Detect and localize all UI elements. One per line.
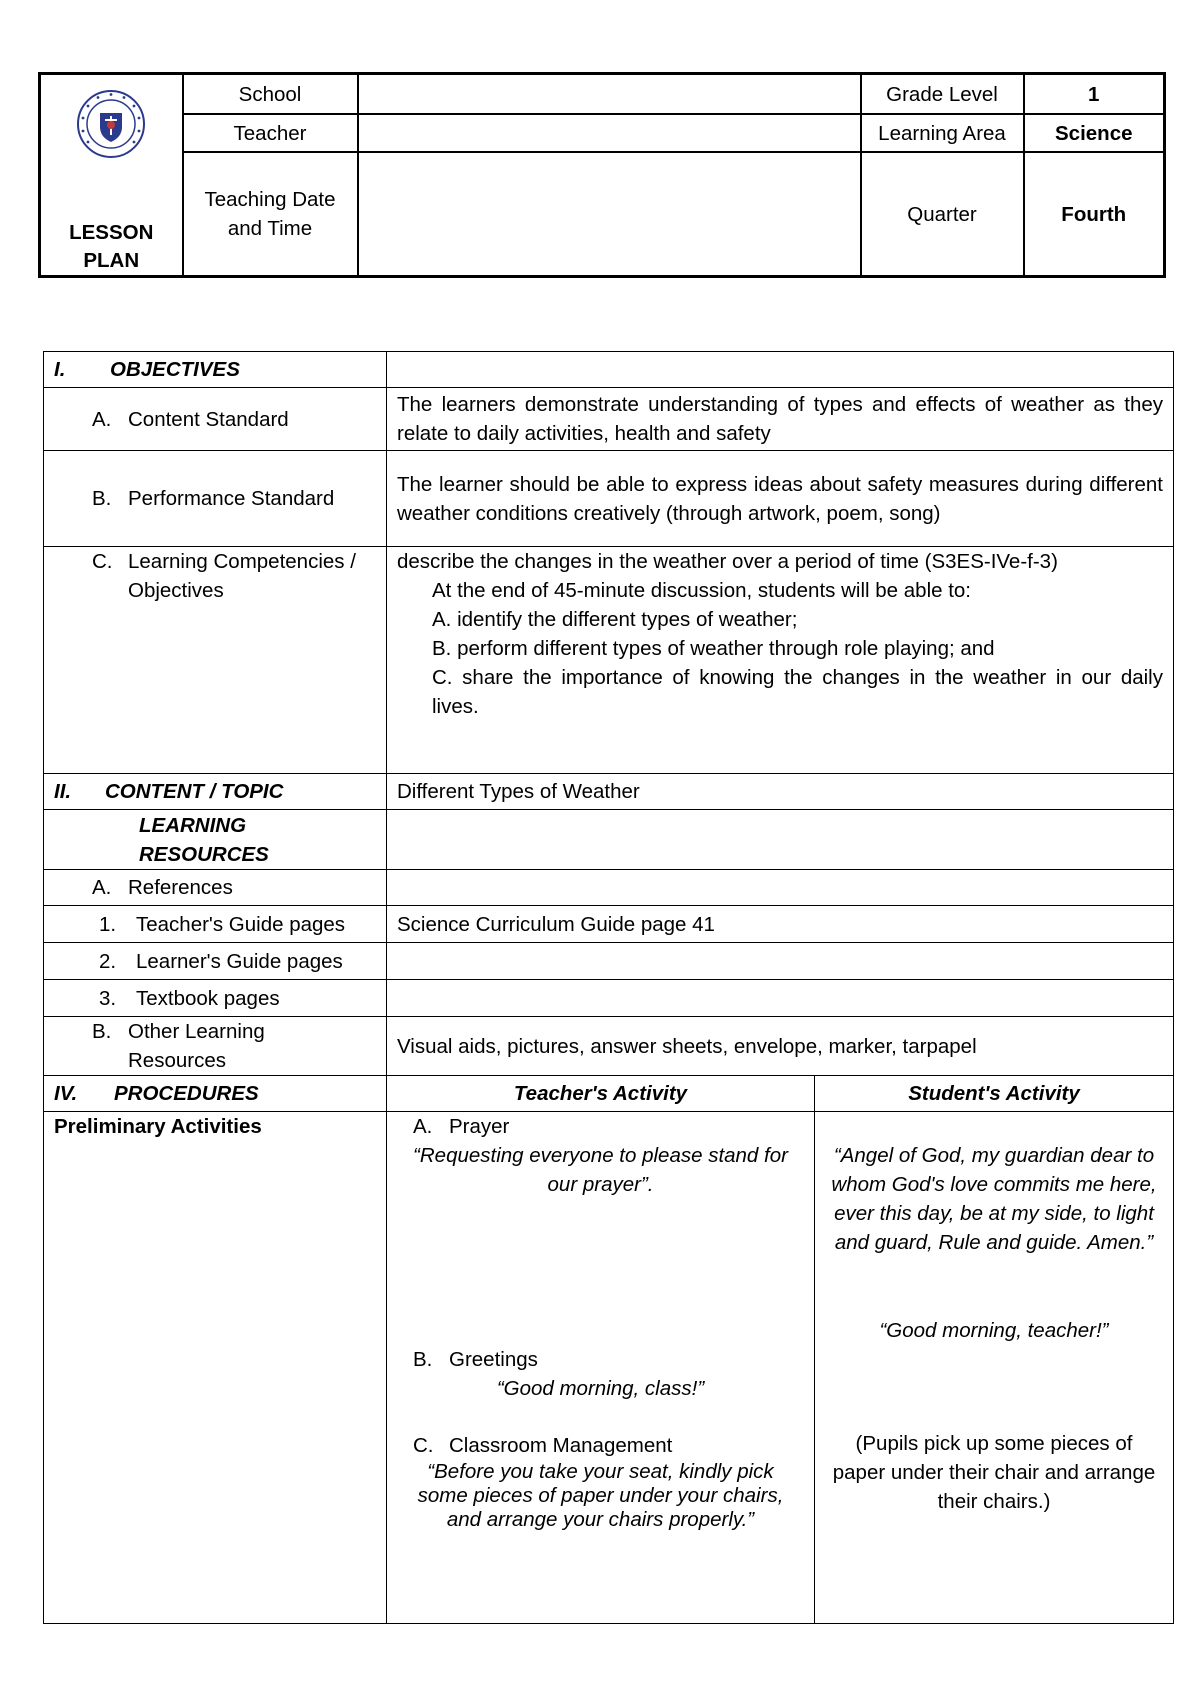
- greetings-teacher-line: “Good morning, class!”: [496, 1377, 705, 1400]
- objective-item: B. perform different types of weather through role playing; and: [432, 637, 995, 660]
- classroom-management-title: C. Classroom Management: [413, 1434, 673, 1457]
- learning-resources-value: [387, 810, 1174, 870]
- content-standard-text: The learners demonstrate understanding of types and effects of weather as they relate to daily activities, health and safety: [387, 388, 1174, 451]
- quarter-label: Quarter: [861, 152, 1024, 276]
- teaching-date-field[interactable]: [358, 152, 861, 276]
- teacher-activity-header: Teacher's Activity: [387, 1076, 815, 1112]
- objectives-heading: I. OBJECTIVES: [44, 352, 387, 388]
- learning-resources-heading: LEARNING RESOURCES: [44, 810, 387, 870]
- school-label: School: [183, 74, 358, 115]
- objectives-heading-value: [387, 352, 1174, 388]
- teacher-field[interactable]: [358, 114, 861, 152]
- learning-area-value: Science: [1024, 114, 1165, 152]
- lesson-plan-header: [38, 72, 1166, 278]
- performance-standard-text: The learner should be able to express ideas about safety measures during different weather conditions creatively (through artwork, poem, song): [387, 451, 1174, 547]
- classroom-management-student-response: (Pupils pick up some pieces of paper under their chair and arrange their chairs.): [832, 1432, 1156, 1513]
- teaching-date-label: Teaching Date and Time: [183, 152, 358, 276]
- content-standard-label: A. Content Standard: [44, 388, 387, 451]
- grade-level-label: Grade Level: [861, 74, 1024, 115]
- performance-standard-label: B. Performance Standard: [44, 451, 387, 547]
- lesson-plan-title: LESSON PLAN: [69, 221, 154, 272]
- objective-item: A. identify the different types of weather;: [432, 608, 798, 631]
- references-label: A. References: [44, 870, 387, 906]
- learning-competencies-text: describe the changes in the weather over a period of time (S3ES-IVe-f-3): [397, 550, 1058, 573]
- other-resources-label: B. Other Learning Resources: [44, 1017, 387, 1076]
- preliminary-activities-label: Preliminary Activities: [44, 1112, 387, 1624]
- teachers-guide-label: 1. Teacher's Guide pages: [44, 906, 387, 943]
- procedures-heading: IV. PROCEDURES: [44, 1076, 387, 1112]
- header-logo-cell: [40, 74, 183, 277]
- classroom-management-teacher-line: “Before you take your seat, kindly pick some pieces of paper under your chairs, and arrange your chairs properly.”: [417, 1460, 784, 1531]
- objectives-intro: At the end of 45-minute discussion, students will be able to:: [432, 579, 972, 602]
- greetings-title: B. Greetings: [413, 1348, 538, 1371]
- other-resources-value: Visual aids, pictures, answer sheets, envelope, marker, tarpapel: [387, 1017, 1174, 1076]
- learners-guide-label: 2. Learner's Guide pages: [44, 943, 387, 980]
- learning-competencies-label: C. Learning Competencies / Objectives: [44, 547, 387, 774]
- learners-guide-value: [387, 943, 1174, 980]
- prayer-title: A. Prayer: [413, 1115, 510, 1138]
- school-field[interactable]: [358, 74, 861, 115]
- content-topic-heading: II. CONTENT / TOPIC: [44, 774, 387, 810]
- grade-level-value: 1: [1024, 74, 1165, 115]
- prayer-student-response: “Angel of God, my guardian dear to whom God's love commits me here, ever this day, be at my side, to light and guard, Rule and guide. Amen.”: [831, 1144, 1157, 1254]
- teacher-label: Teacher: [183, 114, 358, 152]
- content-topic-value: Different Types of Weather: [387, 774, 1174, 810]
- deped-seal-icon: [76, 89, 146, 159]
- textbook-label: 3. Textbook pages: [44, 980, 387, 1017]
- teachers-guide-value: Science Curriculum Guide page 41: [387, 906, 1174, 943]
- learning-competencies-cell: [387, 547, 1174, 774]
- lesson-plan-body: [43, 351, 1174, 1624]
- references-value: [387, 870, 1174, 906]
- greetings-student-response: “Good morning, teacher!”: [879, 1319, 1109, 1342]
- quarter-value: Fourth: [1024, 152, 1165, 276]
- prayer-teacher-line: “Requesting everyone to please stand for our prayer”.: [413, 1144, 788, 1196]
- objective-item: C. share the importance of knowing the changes in the weather in our daily lives.: [432, 666, 1163, 718]
- student-activity-header: Student's Activity: [815, 1076, 1174, 1112]
- learning-area-label: Learning Area: [861, 114, 1024, 152]
- student-activity-cell: [815, 1112, 1174, 1624]
- teacher-activity-cell: [387, 1112, 815, 1624]
- textbook-value: [387, 980, 1174, 1017]
